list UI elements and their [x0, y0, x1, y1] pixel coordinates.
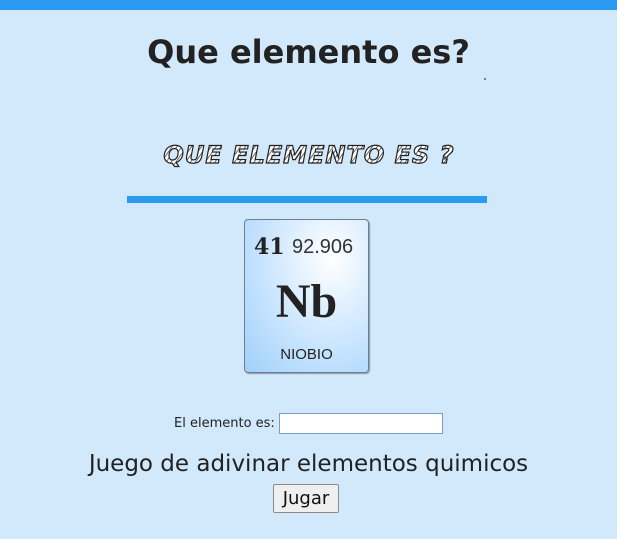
element-name: NIOBIO [280, 346, 333, 363]
decorative-dot [484, 78, 486, 80]
game-logo-text: QUE ELEMENTO ES ? [162, 141, 455, 169]
page-title: Que elemento es? [147, 33, 470, 71]
element-card [244, 219, 369, 373]
game-logo [0, 136, 617, 176]
game-logo-image [162, 136, 455, 172]
atomic-mass: 92.906 [292, 236, 354, 258]
play-button[interactable]: Jugar [273, 484, 339, 513]
answer-row [0, 413, 617, 434]
answer-label: El elemento es: [174, 416, 275, 431]
atomic-number: 41 [254, 234, 285, 260]
element-symbol: Nb [275, 275, 338, 328]
top-accent-bar [0, 0, 617, 10]
answer-input[interactable] [279, 413, 443, 434]
section-divider [127, 196, 487, 203]
game-subtitle: Juego de adivinar elementos quimicos [88, 451, 529, 477]
